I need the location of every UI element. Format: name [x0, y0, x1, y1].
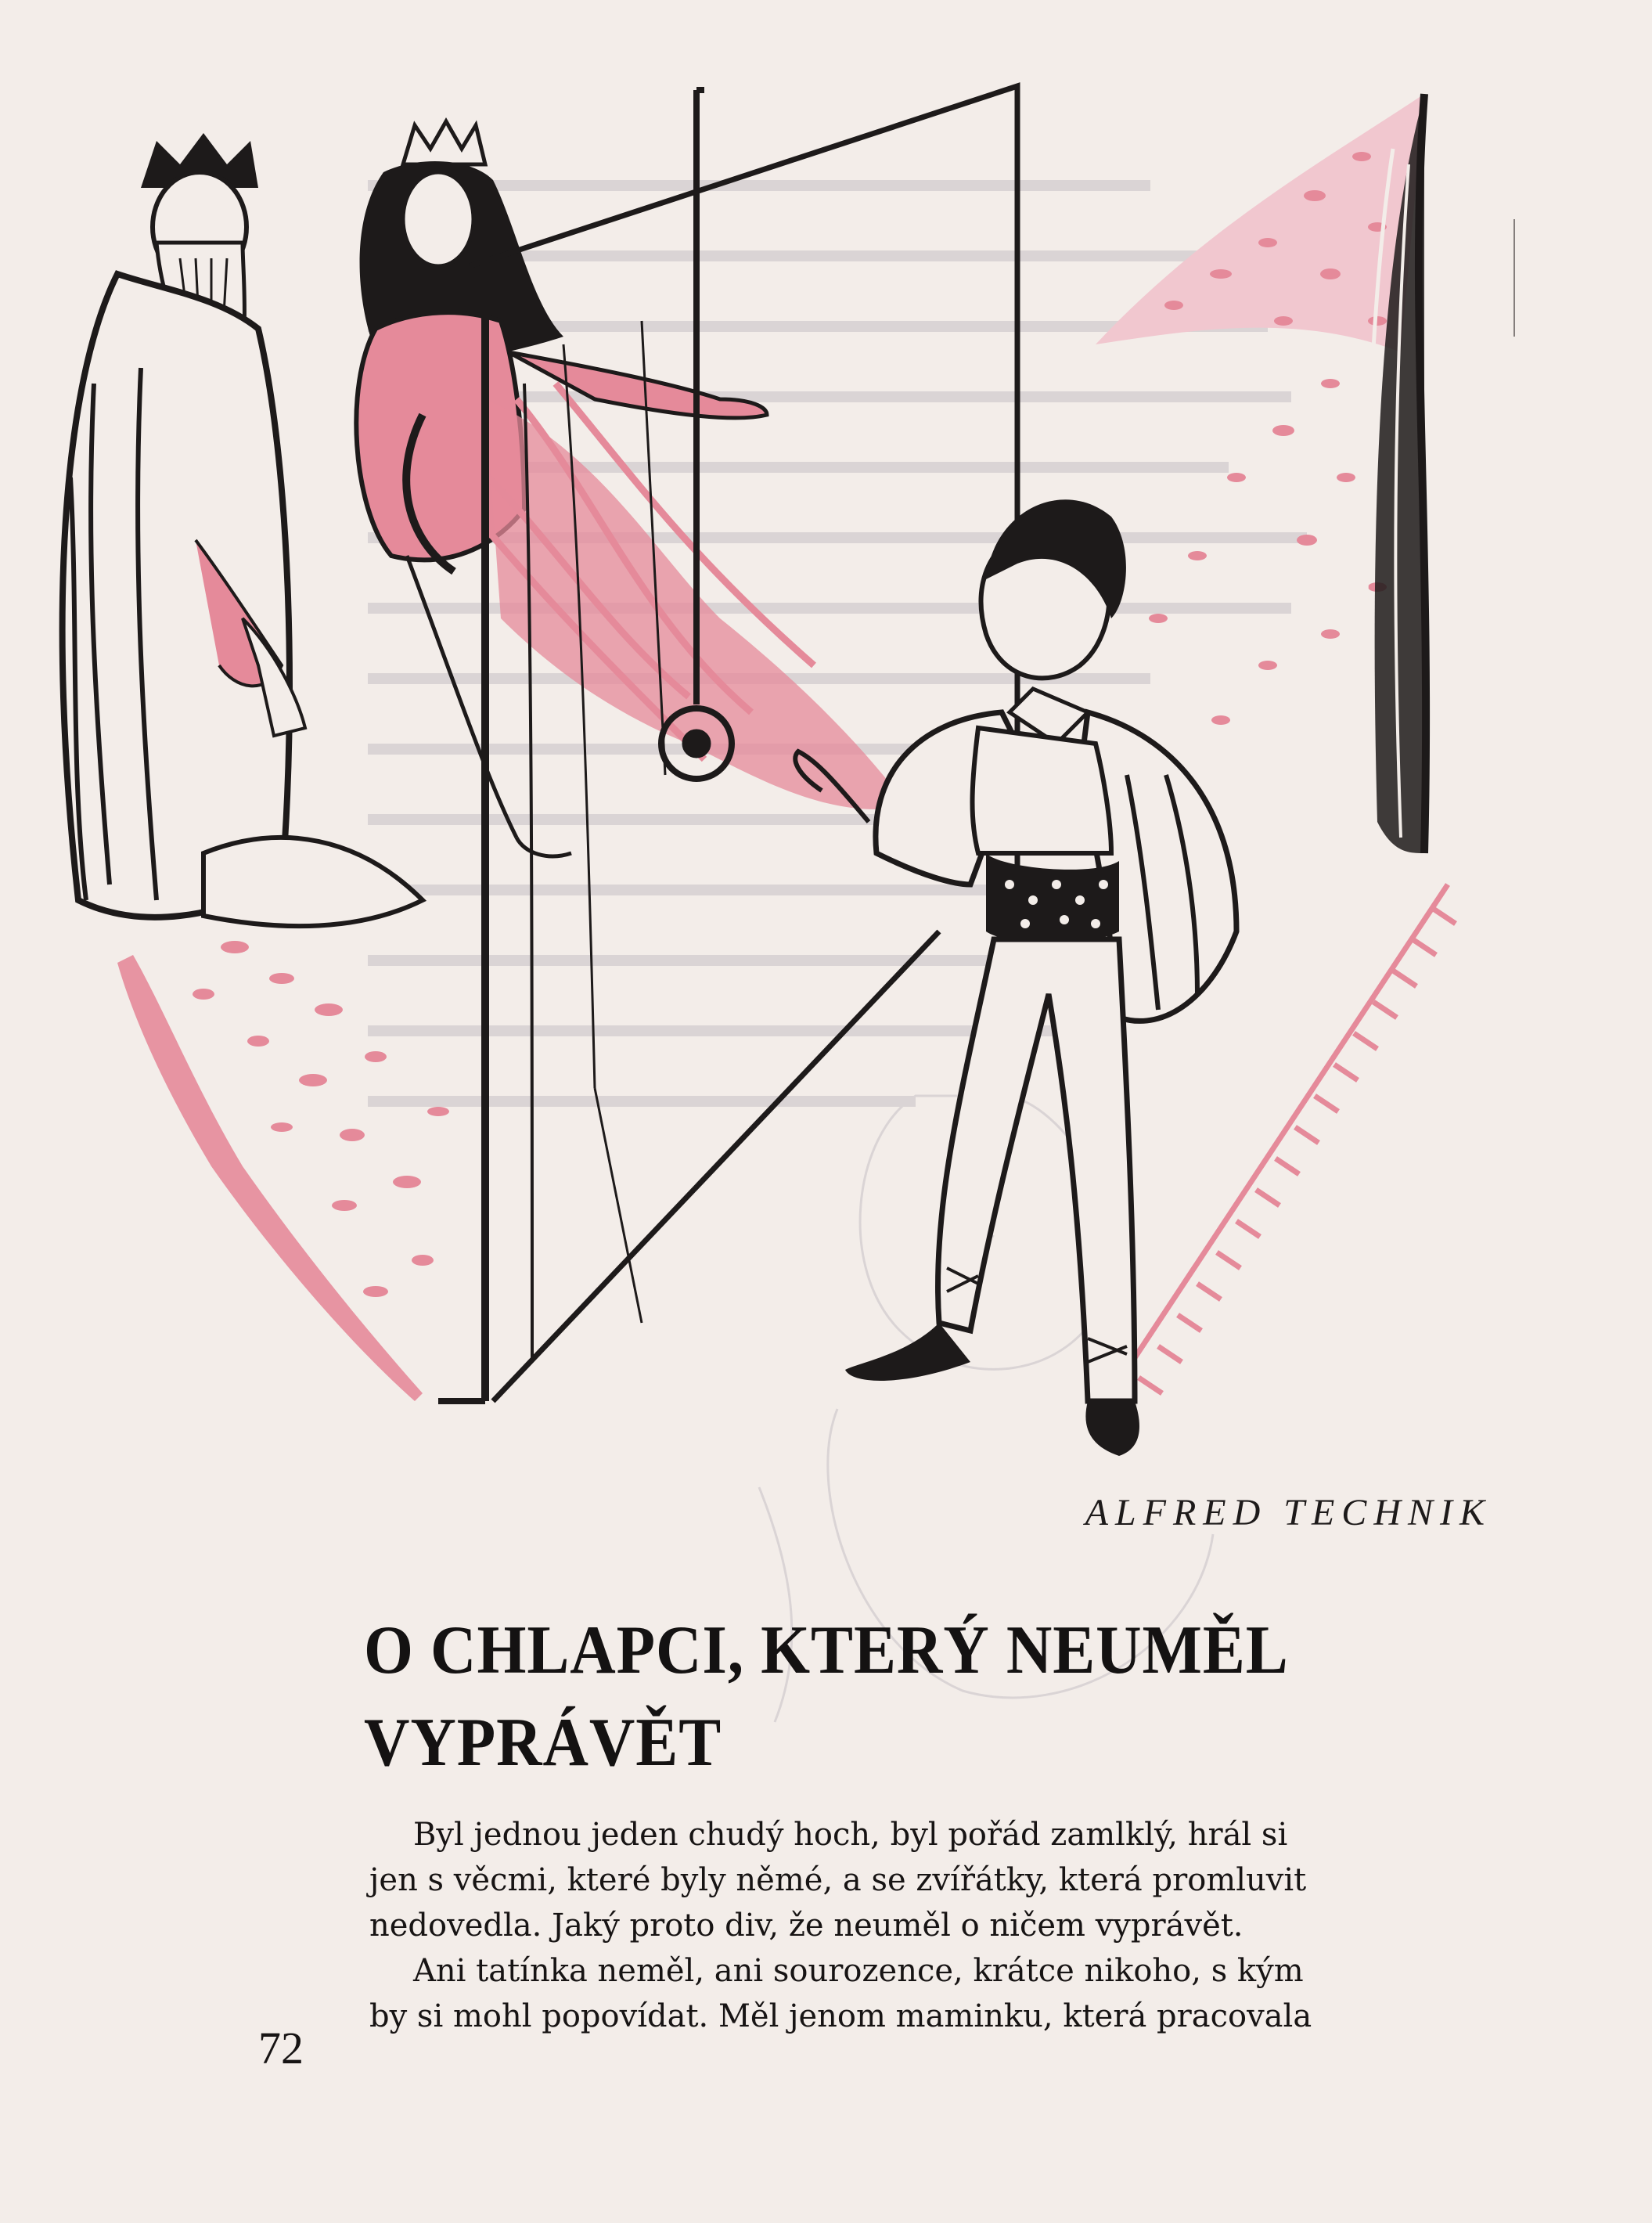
body-line-4: Ani tatínka neměl, ani sourozence, krátce nikoho, s kým	[413, 1953, 1304, 1989]
body-line-5: by si mohl popovídat. Měl jenom maminku, která pracovala	[369, 1998, 1312, 2034]
title-line-1: O CHLAPCI, KTERÝ NEUMĚL	[364, 1612, 1289, 1688]
fairy-tale-illustration-icon	[47, 70, 1495, 1464]
author-name: ALFRED TECHNIK	[1085, 1492, 1492, 1533]
body-line-1: Byl jednou jeden chudý hoch, byl pořád zamlklý, hrál si	[413, 1817, 1288, 1853]
title-line-2: VYPRÁVĚT	[364, 1705, 722, 1781]
page-number: 72	[258, 2023, 304, 2073]
stage-floor-icon	[117, 941, 449, 1401]
page-margin-mark	[1513, 219, 1515, 337]
body-line-2: jen s věcmi, které byly němé, a se zvířátky, která promluvit	[369, 1862, 1307, 1898]
body-line-3: nedovedla. Jaký proto div, že neuměl o ničem vyprávět.	[369, 1908, 1243, 1944]
story-title	[364, 1605, 1408, 1789]
boy-storyteller-icon	[795, 499, 1236, 1456]
story-body-text	[369, 1812, 1496, 2039]
princess-icon	[356, 121, 908, 856]
